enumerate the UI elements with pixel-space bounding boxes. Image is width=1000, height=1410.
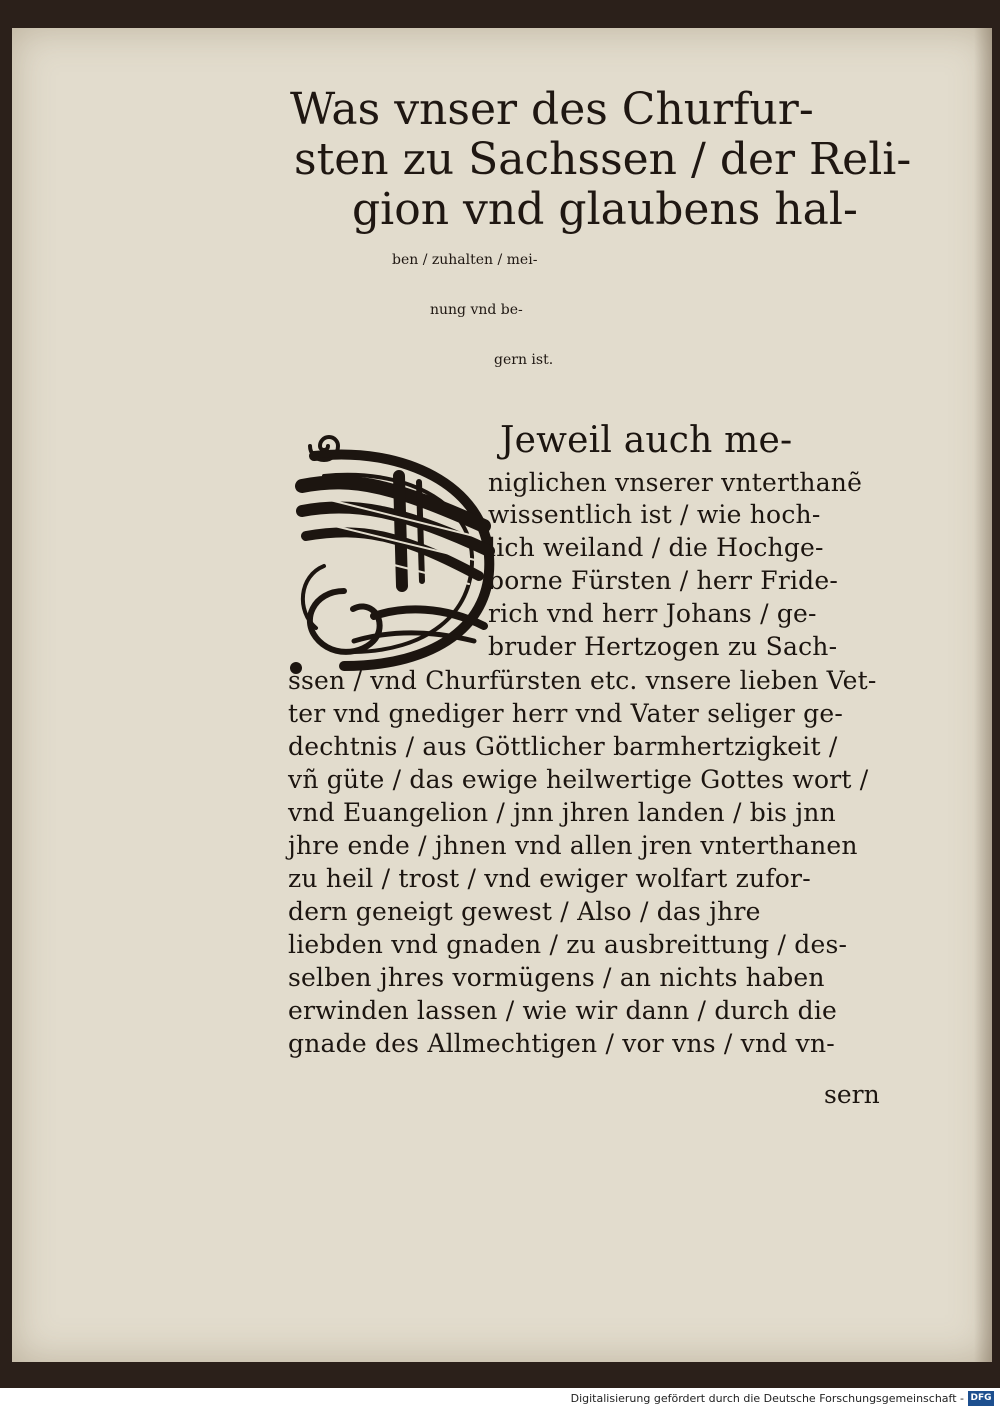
body-line-19: gnade des Allmechtigen / vor vns / vnd vn- — [288, 1029, 835, 1058]
body-line-15: dern geneigt gewest / Also / das jhre — [288, 897, 761, 926]
digitization-footer — [0, 1388, 1000, 1410]
catchword: sern — [824, 1080, 880, 1109]
dfg-logo: DFG — [968, 1391, 994, 1406]
body-line-3: wissentlich ist / wie hoch- — [488, 500, 821, 529]
body-line-1: Jeweil auch me- — [500, 420, 793, 461]
body-line-2: niglichen vnserer vnterthanẽ — [488, 468, 863, 497]
body-line-11: vñ güte / das ewige heilwertige Gottes wort / — [288, 765, 869, 794]
heading-line-6: gern ist. — [494, 352, 554, 368]
body-line-4: lich weiland / die Hochge- — [488, 533, 824, 562]
body-line-9: ter vnd gnediger herr vnd Vater seliger ge- — [288, 699, 843, 728]
body-line-10: dechtnis / aus Göttlicher barmhertzigkeit / — [288, 732, 838, 761]
book-page — [12, 28, 992, 1362]
heading-line-4: ben / zuhalten / mei- — [392, 252, 538, 268]
body-line-18: erwinden lassen / wie wir dann / durch die — [288, 996, 838, 1025]
body-line-13: jhre ende / jhnen vnd allen jren vnterthanen — [288, 831, 858, 860]
body-line-5: borne Fürsten / herr Fride- — [488, 566, 839, 595]
heading-line-5: nung vnd be- — [430, 302, 523, 318]
heading-line-3: gion vnd glaubens hal- — [352, 184, 858, 235]
funding-notice: Digitalisierung gefördert durch die Deutsche Forschungsgemeinschaft - — [570, 1392, 964, 1405]
body-line-6: rich vnd herr Johans / ge- — [488, 599, 817, 628]
heading-line-1: Was vnser des Churfur- — [290, 84, 814, 135]
page-edge-shadow — [974, 28, 992, 1362]
body-line-16: liebden vnd gnaden / zu ausbreittung / des- — [288, 930, 848, 959]
heading-line-2: sten zu Sachssen / der Reli- — [294, 134, 912, 185]
body-line-7: bruder Hertzogen zu Sach- — [488, 632, 838, 661]
decorated-initial-d — [284, 416, 502, 678]
body-line-12: vnd Euangelion / jnn jhren landen / bis jnn — [288, 798, 836, 827]
body-line-17: selben jhres vormügens / an nichts haben — [288, 963, 825, 992]
body-line-14: zu heil / trost / vnd ewiger wolfart zufor- — [288, 864, 811, 893]
body-line-8: ssen / vnd Churfürsten etc. vnsere lieben Vet- — [288, 666, 877, 695]
